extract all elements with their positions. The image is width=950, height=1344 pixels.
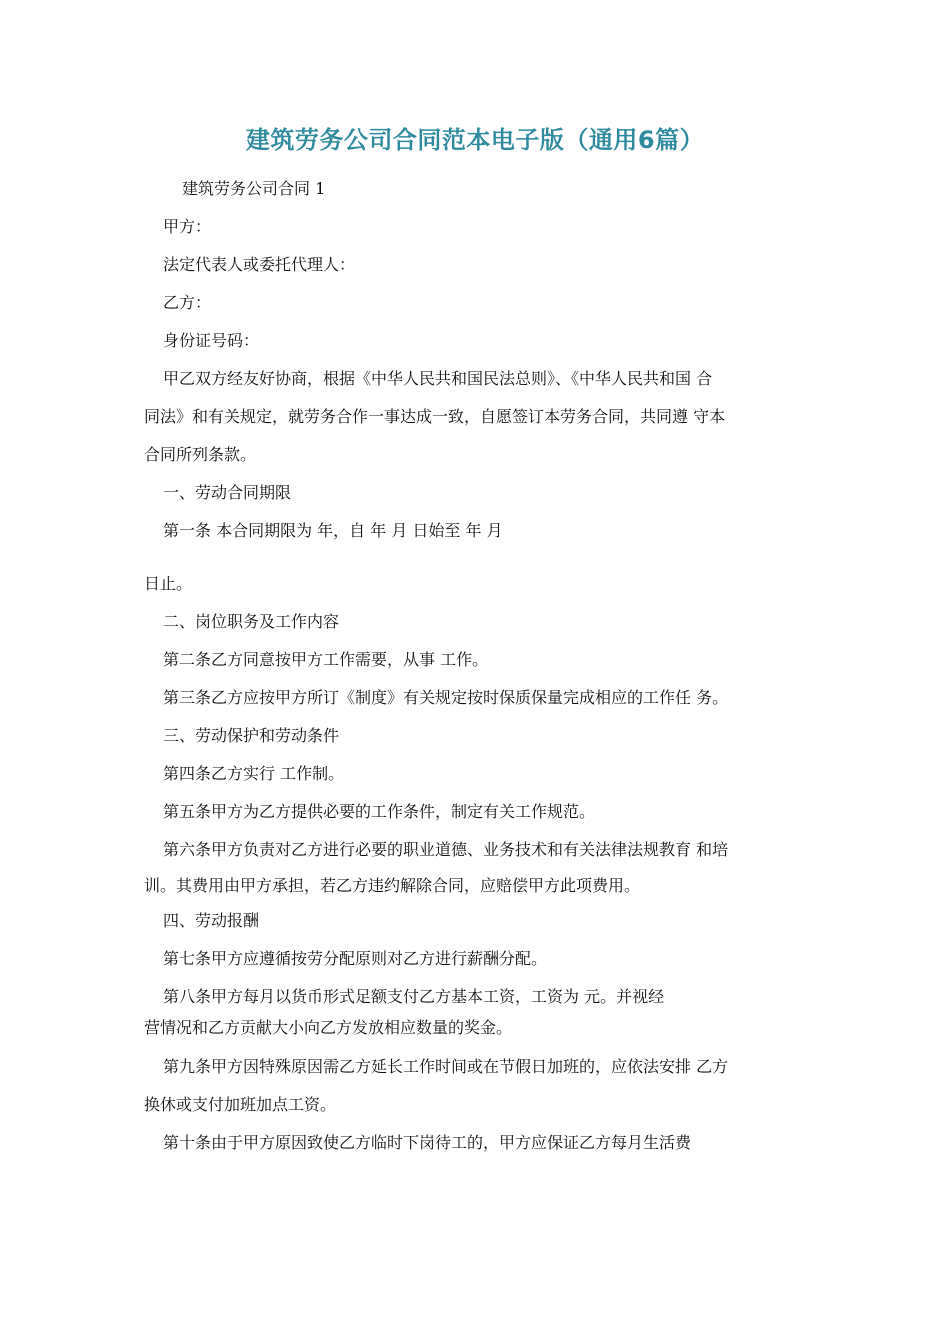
- legal-representative-line: 法定代表人或委托代理人：: [163, 255, 356, 274]
- article-line: 第四条乙方实行 工作制。: [163, 764, 345, 783]
- id-number-line: 身份证号码：: [163, 331, 260, 350]
- article-line: 训。其费用由甲方承担，若乙方违约解除合同，应赔偿甲方此项费用。: [144, 876, 641, 895]
- article-line: 第十条由于甲方原因致使乙方临时下岗待工的，甲方应保证乙方每月生活费: [163, 1133, 692, 1152]
- paragraph-line: 合同所列条款。: [144, 445, 257, 464]
- section-heading: 四、劳动报酬: [163, 911, 260, 930]
- paragraph-line: 甲乙双方经友好协商，根据《中华人民共和国民法总则》、《中华人民共和国 合: [163, 369, 713, 388]
- party-b-line: 乙方：: [163, 293, 212, 312]
- article-line: 日止。: [144, 574, 193, 593]
- article-line: 第六条甲方负责对乙方进行必要的职业道德、业务技术和有关法律法规教育 和培: [163, 840, 729, 859]
- document-title: 建筑劳务公司合同范本电子版（通用6篇）: [245, 126, 705, 154]
- article-line: 第八条甲方每月以货币形式足额支付乙方基本工资，工资为 元。并视经: [163, 987, 665, 1006]
- paragraph-line: 同法》和有关规定，就劳务合作一事达成一致，自愿签订本劳务合同，共同遵 守本: [144, 407, 726, 426]
- article-line: 营情况和乙方贡献大小向乙方发放相应数量的奖金。: [144, 1018, 513, 1037]
- article-line: 第七条甲方应遵循按劳分配原则对乙方进行薪酬分配。: [163, 949, 548, 968]
- article-line: 第二条乙方同意按甲方工作需要，从事 工作。: [163, 650, 489, 669]
- article-line: 第九条甲方因特殊原因需乙方延长工作时间或在节假日加班的，应依法安排 乙方: [163, 1057, 729, 1076]
- article-line: 第五条甲方为乙方提供必要的工作条件，制定有关工作规范。: [163, 802, 596, 821]
- article-line: 第三条乙方应按甲方所订《制度》有关规定按时保质保量完成相应的工作任 务。: [163, 688, 729, 707]
- contract-subtitle: 建筑劳务公司合同 1: [182, 179, 326, 198]
- section-heading: 二、岗位职务及工作内容: [163, 612, 340, 631]
- section-heading: 三、劳动保护和劳动条件: [163, 726, 340, 745]
- article-line: 第一条 本合同期限为 年，自 年 月 日始至 年 月: [163, 521, 503, 540]
- party-a-line: 甲方：: [163, 217, 212, 236]
- article-line: 换休或支付加班加点工资。: [144, 1095, 337, 1114]
- section-heading: 一、劳动合同期限: [163, 483, 292, 502]
